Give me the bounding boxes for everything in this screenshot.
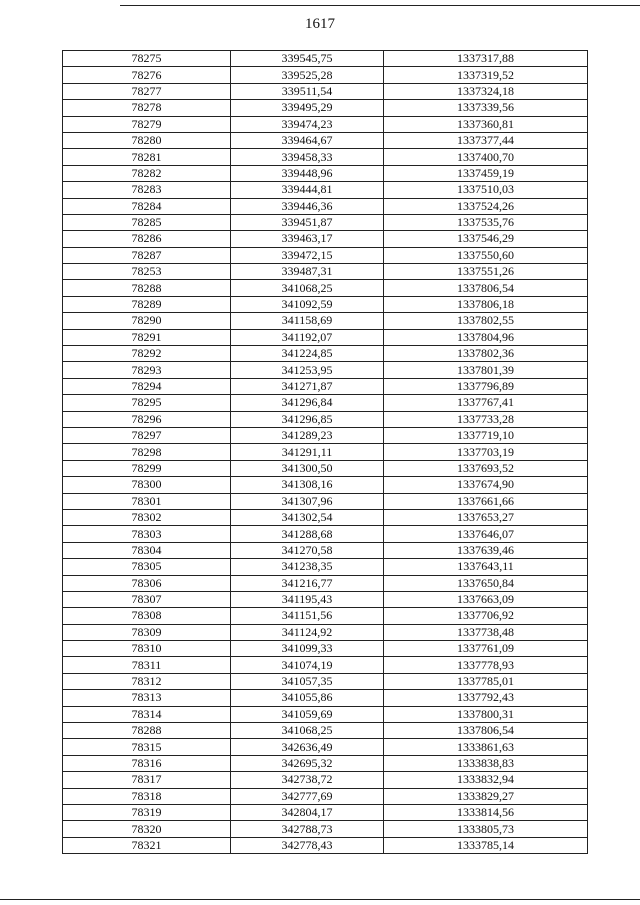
table-row — [63, 395, 588, 411]
table-row — [63, 378, 588, 394]
y-coordinate-cell: 1337643,11 — [384, 559, 588, 575]
table-row — [63, 313, 588, 329]
table-row — [63, 182, 588, 198]
x-coordinate-cell: 341068,25 — [231, 280, 384, 296]
x-coordinate-cell: 342788,73 — [231, 821, 384, 837]
y-coordinate-cell: 1337510,03 — [384, 182, 588, 198]
y-coordinate-cell: 1337778,93 — [384, 657, 588, 673]
y-coordinate-cell: 1337804,96 — [384, 329, 588, 345]
table-row — [63, 280, 588, 296]
x-coordinate-cell: 341289,23 — [231, 427, 384, 443]
x-coordinate-cell: 339463,17 — [231, 231, 384, 247]
point-number-cell: 78308 — [63, 608, 231, 624]
x-coordinate-cell: 341270,58 — [231, 542, 384, 558]
table-row — [63, 690, 588, 706]
point-number-cell: 78316 — [63, 755, 231, 771]
y-coordinate-cell: 1337706,92 — [384, 608, 588, 624]
table-row — [63, 509, 588, 525]
point-number-cell: 78300 — [63, 477, 231, 493]
x-coordinate-cell: 341302,54 — [231, 509, 384, 525]
y-coordinate-cell: 1337339,56 — [384, 100, 588, 116]
point-number-cell: 78296 — [63, 411, 231, 427]
x-coordinate-cell: 341307,96 — [231, 493, 384, 509]
table-row — [63, 214, 588, 230]
table-row — [63, 83, 588, 99]
table-row — [63, 477, 588, 493]
y-coordinate-cell: 1337738,48 — [384, 624, 588, 640]
table-row — [63, 624, 588, 640]
y-coordinate-cell: 1337767,41 — [384, 395, 588, 411]
table-row — [63, 247, 588, 263]
point-number-cell: 78284 — [63, 198, 231, 214]
y-coordinate-cell: 1337653,27 — [384, 509, 588, 525]
x-coordinate-cell: 341158,69 — [231, 313, 384, 329]
point-number-cell: 78314 — [63, 706, 231, 722]
point-number-cell: 78309 — [63, 624, 231, 640]
x-coordinate-cell: 339448,96 — [231, 165, 384, 181]
point-number-cell: 78280 — [63, 132, 231, 148]
x-coordinate-cell: 342738,72 — [231, 772, 384, 788]
y-coordinate-cell: 1337719,10 — [384, 427, 588, 443]
y-coordinate-cell: 1337535,76 — [384, 214, 588, 230]
table-row — [63, 149, 588, 165]
y-coordinate-cell: 1337524,26 — [384, 198, 588, 214]
x-coordinate-cell: 339451,87 — [231, 214, 384, 230]
point-number-cell: 78282 — [63, 165, 231, 181]
table-row — [63, 329, 588, 345]
point-number-cell: 78310 — [63, 641, 231, 657]
x-coordinate-cell: 339545,75 — [231, 51, 384, 67]
table-row — [63, 739, 588, 755]
x-coordinate-cell: 341300,50 — [231, 460, 384, 476]
table-row — [63, 657, 588, 673]
y-coordinate-cell: 1337646,07 — [384, 526, 588, 542]
point-number-cell: 78288 — [63, 723, 231, 739]
x-coordinate-cell: 342636,49 — [231, 739, 384, 755]
point-number-cell: 78283 — [63, 182, 231, 198]
table-row — [63, 772, 588, 788]
y-coordinate-cell: 1337551,26 — [384, 264, 588, 280]
y-coordinate-cell: 1333785,14 — [384, 837, 588, 853]
point-number-cell: 78295 — [63, 395, 231, 411]
y-coordinate-cell: 1337661,66 — [384, 493, 588, 509]
y-coordinate-cell: 1333832,94 — [384, 772, 588, 788]
table-row — [63, 67, 588, 83]
x-coordinate-cell: 341092,59 — [231, 296, 384, 312]
table-row — [63, 346, 588, 362]
y-coordinate-cell: 1333805,73 — [384, 821, 588, 837]
table-row — [63, 755, 588, 771]
table-row — [63, 608, 588, 624]
table-row — [63, 460, 588, 476]
table-row — [63, 526, 588, 542]
point-number-cell: 78302 — [63, 509, 231, 525]
y-coordinate-cell: 1337674,90 — [384, 477, 588, 493]
x-coordinate-cell: 339444,81 — [231, 182, 384, 198]
y-coordinate-cell: 1337801,39 — [384, 362, 588, 378]
point-number-cell: 78276 — [63, 67, 231, 83]
y-coordinate-cell: 1337806,18 — [384, 296, 588, 312]
point-number-cell: 78281 — [63, 149, 231, 165]
top-rule — [120, 5, 640, 6]
x-coordinate-cell: 342695,32 — [231, 755, 384, 771]
y-coordinate-cell: 1337806,54 — [384, 723, 588, 739]
table-row — [63, 427, 588, 443]
x-coordinate-cell: 339446,36 — [231, 198, 384, 214]
table-row — [63, 542, 588, 558]
table-row — [63, 706, 588, 722]
point-number-cell: 78319 — [63, 804, 231, 820]
x-coordinate-cell: 341271,87 — [231, 378, 384, 394]
x-coordinate-cell: 339472,15 — [231, 247, 384, 263]
table-row — [63, 559, 588, 575]
page-number: 1617 — [305, 16, 335, 32]
x-coordinate-cell: 339464,67 — [231, 132, 384, 148]
y-coordinate-cell: 1337550,60 — [384, 247, 588, 263]
x-coordinate-cell: 339458,33 — [231, 149, 384, 165]
table-row — [63, 264, 588, 280]
x-coordinate-cell: 339487,31 — [231, 264, 384, 280]
point-number-cell: 78320 — [63, 821, 231, 837]
y-coordinate-cell: 1333838,83 — [384, 755, 588, 771]
bottom-rule — [0, 899, 640, 900]
table-row — [63, 575, 588, 591]
y-coordinate-cell: 1337459,19 — [384, 165, 588, 181]
point-number-cell: 78289 — [63, 296, 231, 312]
y-coordinate-cell: 1337360,81 — [384, 116, 588, 132]
x-coordinate-cell: 342778,43 — [231, 837, 384, 853]
x-coordinate-cell: 342777,69 — [231, 788, 384, 804]
table-row — [63, 231, 588, 247]
table-row — [63, 165, 588, 181]
x-coordinate-cell: 339474,23 — [231, 116, 384, 132]
x-coordinate-cell: 341099,33 — [231, 641, 384, 657]
table-row — [63, 100, 588, 116]
point-number-cell: 78285 — [63, 214, 231, 230]
y-coordinate-cell: 1337761,09 — [384, 641, 588, 657]
x-coordinate-cell: 341296,84 — [231, 395, 384, 411]
coordinates-table-body — [63, 51, 588, 854]
table-row — [63, 723, 588, 739]
point-number-cell: 78297 — [63, 427, 231, 443]
y-coordinate-cell: 1337806,54 — [384, 280, 588, 296]
table-row — [63, 837, 588, 853]
x-coordinate-cell: 341296,85 — [231, 411, 384, 427]
x-coordinate-cell: 341059,69 — [231, 706, 384, 722]
point-number-cell: 78321 — [63, 837, 231, 853]
x-coordinate-cell: 341151,56 — [231, 608, 384, 624]
x-coordinate-cell: 339495,29 — [231, 100, 384, 116]
point-number-cell: 78275 — [63, 51, 231, 67]
table-row — [63, 804, 588, 820]
x-coordinate-cell: 339511,54 — [231, 83, 384, 99]
table-row — [63, 493, 588, 509]
y-coordinate-cell: 1337792,43 — [384, 690, 588, 706]
y-coordinate-cell: 1337802,55 — [384, 313, 588, 329]
x-coordinate-cell: 341238,35 — [231, 559, 384, 575]
table-row — [63, 411, 588, 427]
y-coordinate-cell: 1337319,52 — [384, 67, 588, 83]
table-row — [63, 362, 588, 378]
point-number-cell: 78306 — [63, 575, 231, 591]
y-coordinate-cell: 1337400,70 — [384, 149, 588, 165]
point-number-cell: 78315 — [63, 739, 231, 755]
y-coordinate-cell: 1337802,36 — [384, 346, 588, 362]
y-coordinate-cell: 1337796,89 — [384, 378, 588, 394]
point-number-cell: 78253 — [63, 264, 231, 280]
coordinates-table — [62, 50, 588, 854]
x-coordinate-cell: 341216,77 — [231, 575, 384, 591]
y-coordinate-cell: 1337317,88 — [384, 51, 588, 67]
x-coordinate-cell: 341195,43 — [231, 591, 384, 607]
table-row — [63, 673, 588, 689]
x-coordinate-cell: 339525,28 — [231, 67, 384, 83]
y-coordinate-cell: 1337324,18 — [384, 83, 588, 99]
point-number-cell: 78304 — [63, 542, 231, 558]
point-number-cell: 78279 — [63, 116, 231, 132]
point-number-cell: 78287 — [63, 247, 231, 263]
point-number-cell: 78303 — [63, 526, 231, 542]
table-row — [63, 821, 588, 837]
point-number-cell: 78318 — [63, 788, 231, 804]
y-coordinate-cell: 1337693,52 — [384, 460, 588, 476]
point-number-cell: 78294 — [63, 378, 231, 394]
point-number-cell: 78305 — [63, 559, 231, 575]
y-coordinate-cell: 1337800,31 — [384, 706, 588, 722]
point-number-cell: 78277 — [63, 83, 231, 99]
y-coordinate-cell: 1337663,09 — [384, 591, 588, 607]
table-row — [63, 641, 588, 657]
point-number-cell: 78290 — [63, 313, 231, 329]
table-row — [63, 198, 588, 214]
x-coordinate-cell: 341291,11 — [231, 444, 384, 460]
y-coordinate-cell: 1333829,27 — [384, 788, 588, 804]
point-number-cell: 78298 — [63, 444, 231, 460]
y-coordinate-cell: 1337650,84 — [384, 575, 588, 591]
x-coordinate-cell: 341068,25 — [231, 723, 384, 739]
y-coordinate-cell: 1333861,63 — [384, 739, 588, 755]
point-number-cell: 78288 — [63, 280, 231, 296]
y-coordinate-cell: 1337639,46 — [384, 542, 588, 558]
table-row — [63, 444, 588, 460]
table-row — [63, 296, 588, 312]
table-row — [63, 591, 588, 607]
x-coordinate-cell: 341308,16 — [231, 477, 384, 493]
x-coordinate-cell: 341288,68 — [231, 526, 384, 542]
x-coordinate-cell: 341124,92 — [231, 624, 384, 640]
table-row — [63, 788, 588, 804]
y-coordinate-cell: 1337733,28 — [384, 411, 588, 427]
x-coordinate-cell: 342804,17 — [231, 804, 384, 820]
point-number-cell: 78291 — [63, 329, 231, 345]
point-number-cell: 78307 — [63, 591, 231, 607]
point-number-cell: 78301 — [63, 493, 231, 509]
point-number-cell: 78317 — [63, 772, 231, 788]
point-number-cell: 78292 — [63, 346, 231, 362]
x-coordinate-cell: 341192,07 — [231, 329, 384, 345]
point-number-cell: 78299 — [63, 460, 231, 476]
y-coordinate-cell: 1337546,29 — [384, 231, 588, 247]
point-number-cell: 78278 — [63, 100, 231, 116]
point-number-cell: 78286 — [63, 231, 231, 247]
table-row — [63, 116, 588, 132]
x-coordinate-cell: 341057,35 — [231, 673, 384, 689]
point-number-cell: 78293 — [63, 362, 231, 378]
table-row — [63, 132, 588, 148]
point-number-cell: 78312 — [63, 673, 231, 689]
point-number-cell: 78313 — [63, 690, 231, 706]
table-row — [63, 51, 588, 67]
x-coordinate-cell: 341074,19 — [231, 657, 384, 673]
x-coordinate-cell: 341253,95 — [231, 362, 384, 378]
y-coordinate-cell: 1333814,56 — [384, 804, 588, 820]
x-coordinate-cell: 341055,86 — [231, 690, 384, 706]
x-coordinate-cell: 341224,85 — [231, 346, 384, 362]
y-coordinate-cell: 1337703,19 — [384, 444, 588, 460]
y-coordinate-cell: 1337377,44 — [384, 132, 588, 148]
point-number-cell: 78311 — [63, 657, 231, 673]
y-coordinate-cell: 1337785,01 — [384, 673, 588, 689]
